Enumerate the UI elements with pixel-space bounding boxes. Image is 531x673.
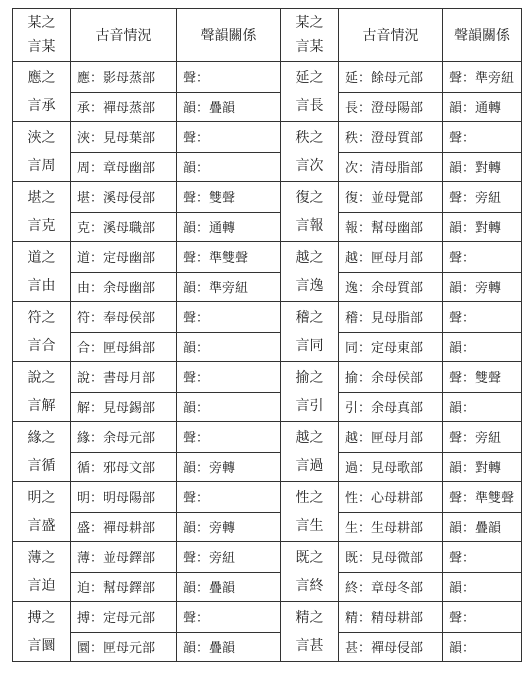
relation-initial: 聲：	[449, 551, 476, 567]
relation-final: 韻：對轉	[449, 460, 502, 476]
sound-line-1: 浹：見母葉部	[77, 131, 156, 147]
relation-cell	[443, 422, 522, 482]
term-cell	[281, 62, 339, 122]
term-line-1: 符之	[27, 309, 56, 326]
table-row	[13, 542, 522, 602]
term-line-2: 言過	[295, 457, 324, 474]
relation-initial: 聲：	[449, 311, 476, 327]
relation-initial: 聲：	[183, 491, 210, 507]
sound-line-1: 揄：余母侯部	[345, 371, 424, 387]
term-line-2: 言盛	[27, 517, 56, 534]
relation-initial: 聲：準雙聲	[183, 251, 249, 267]
ancient-sound-cell	[339, 362, 443, 422]
relation-final: 韻：旁轉	[183, 460, 236, 476]
relation-cell	[177, 62, 281, 122]
term-cell	[13, 122, 71, 182]
ancient-sound-cell	[71, 542, 177, 602]
sound-line-2: 引：余母真部	[345, 400, 424, 416]
sound-line-2: 合：匣母緝部	[77, 340, 156, 356]
term-cell	[13, 62, 71, 122]
relation-cell	[443, 602, 522, 662]
term-line-2: 言克	[27, 217, 56, 234]
relation-cell	[177, 542, 281, 602]
table-row	[13, 422, 522, 482]
phonology-table-wrapper	[12, 8, 521, 660]
relation-initial: 聲：旁紐	[183, 551, 236, 567]
term-line-1: 延之	[295, 69, 324, 86]
sound-line-2: 圜：匣母元部	[77, 640, 156, 656]
sound-line-2: 承：禪母蒸部	[77, 100, 156, 116]
relation-cell	[177, 482, 281, 542]
table-row	[13, 62, 522, 122]
sound-line-1: 延：餘母元部	[345, 71, 424, 87]
sound-line-1: 越：匣母月部	[345, 431, 424, 447]
ancient-sound-cell	[71, 62, 177, 122]
ancient-sound-cell	[71, 602, 177, 662]
sound-line-2: 同：定母東部	[345, 340, 424, 356]
relation-final: 韻：準旁紐	[183, 280, 249, 296]
relation-final: 韻：通轉	[449, 100, 502, 116]
ancient-sound-cell	[71, 122, 177, 182]
relation-cell	[177, 362, 281, 422]
ancient-sound-cell	[71, 362, 177, 422]
term-line-1: 緣之	[27, 429, 56, 446]
term-cell	[281, 302, 339, 362]
term-cell	[13, 182, 71, 242]
term-line-2: 言迫	[27, 577, 56, 594]
sound-line-1: 稽：見母脂部	[345, 311, 424, 327]
relation-cell	[443, 62, 522, 122]
sound-line-2: 盛：禪母耕部	[77, 520, 156, 536]
ancient-sound-cell	[339, 482, 443, 542]
term-cell	[281, 182, 339, 242]
term-line-1: 稽之	[295, 309, 324, 326]
term-cell	[281, 602, 339, 662]
relation-cell	[443, 482, 522, 542]
sound-line-1: 明：明母陽部	[77, 491, 156, 507]
ancient-sound-cell	[339, 122, 443, 182]
relation-cell	[443, 182, 522, 242]
table-row	[13, 602, 522, 662]
sound-line-1: 符：奉母侯部	[77, 311, 156, 327]
sound-line-1: 說：書母月部	[77, 371, 156, 387]
term-line-2: 言終	[295, 577, 324, 594]
relation-final: 韻：通轉	[183, 220, 236, 236]
term-line-2: 言圜	[27, 637, 56, 654]
relation-final: 韻：疊韻	[449, 520, 502, 536]
sound-line-1: 復：並母覺部	[345, 191, 424, 207]
ancient-sound-cell	[339, 602, 443, 662]
term-line-1: 說之	[27, 369, 56, 386]
table-body	[13, 62, 522, 662]
sound-line-1: 既：見母微部	[345, 551, 424, 567]
term-line-2: 言引	[295, 397, 324, 414]
ancient-sound-cell	[71, 302, 177, 362]
relation-cell	[177, 242, 281, 302]
relation-final: 韻：對轉	[449, 160, 502, 176]
term-line-1: 越之	[295, 429, 324, 446]
term-line-1: 精之	[295, 609, 324, 626]
term-line-2: 言周	[27, 157, 56, 174]
sound-line-2: 克：溪母職部	[77, 220, 156, 236]
ancient-sound-cell	[71, 482, 177, 542]
term-line-1: 揄之	[295, 369, 324, 386]
header-term-line-2: 言某	[295, 39, 324, 55]
relation-final: 韻：旁轉	[449, 280, 502, 296]
relation-initial: 聲：雙聲	[449, 371, 502, 387]
ancient-sound-cell	[71, 242, 177, 302]
relation-final: 韻：疊韻	[183, 100, 236, 116]
header-term-line-1: 某之	[27, 15, 56, 31]
sound-line-1: 搏：定母元部	[77, 611, 156, 627]
term-line-2: 言解	[27, 397, 56, 414]
term-line-1: 越之	[295, 249, 324, 266]
ancient-sound-cell	[339, 302, 443, 362]
term-line-1: 秩之	[295, 129, 324, 146]
term-cell	[281, 542, 339, 602]
relation-cell	[443, 122, 522, 182]
relation-initial: 聲：雙聲	[183, 191, 236, 207]
sound-line-2: 終：章母冬部	[345, 580, 424, 596]
relation-initial: 聲：	[449, 611, 476, 627]
term-line-2: 言承	[27, 97, 56, 114]
sound-line-1: 薄：並母鐸部	[77, 551, 156, 567]
header-ancient-sound: 古音情況	[71, 9, 177, 62]
term-line-1: 道之	[27, 249, 56, 266]
table-row	[13, 362, 522, 422]
sound-line-1: 應：影母蒸部	[77, 71, 156, 87]
table-row	[13, 122, 522, 182]
relation-cell	[177, 122, 281, 182]
term-cell	[281, 362, 339, 422]
term-cell	[13, 302, 71, 362]
sound-line-1: 堪：溪母侵部	[77, 191, 156, 207]
term-line-1: 明之	[27, 489, 56, 506]
header-row	[13, 9, 522, 62]
relation-initial: 聲：旁紐	[449, 191, 502, 207]
term-line-2: 言同	[295, 337, 324, 354]
sound-line-1: 性：心母耕部	[345, 491, 424, 507]
sound-line-2: 報：幫母幽部	[345, 220, 424, 236]
sound-line-2: 長：澄母陽部	[345, 100, 424, 116]
term-line-1: 薄之	[27, 549, 56, 566]
sound-line-2: 解：見母錫部	[77, 400, 156, 416]
term-cell	[13, 482, 71, 542]
term-line-2: 言報	[295, 217, 324, 234]
header-ancient-sound: 古音情況	[339, 9, 443, 62]
relation-initial: 聲：	[449, 251, 476, 267]
relation-final: 韻：	[449, 340, 476, 356]
sound-line-2: 循：邪母文部	[77, 460, 156, 476]
term-line-1: 復之	[295, 189, 324, 206]
table-row	[13, 182, 522, 242]
relation-cell	[177, 302, 281, 362]
relation-final: 韻：疊韻	[183, 640, 236, 656]
header-relation: 聲韻關係	[443, 9, 522, 62]
ancient-sound-cell	[339, 242, 443, 302]
term-line-1: 搏之	[27, 609, 56, 626]
sound-line-2: 甚：禪母侵部	[345, 640, 424, 656]
term-line-1: 應之	[27, 69, 56, 86]
term-line-1: 浹之	[27, 129, 56, 146]
term-cell	[13, 602, 71, 662]
term-line-2: 言長	[295, 97, 324, 114]
term-cell	[281, 242, 339, 302]
relation-final: 韻：	[449, 640, 476, 656]
sound-line-2: 由：余母幽部	[77, 280, 156, 296]
ancient-sound-cell	[339, 542, 443, 602]
relation-initial: 聲：	[183, 371, 210, 387]
phonology-table	[12, 8, 522, 662]
header-term-line-2: 言某	[27, 39, 56, 55]
relation-cell	[443, 542, 522, 602]
sound-line-2: 迫：幫母鐸部	[77, 580, 156, 596]
sound-line-1: 道：定母幽部	[77, 251, 156, 267]
relation-final: 韻：疊韻	[183, 580, 236, 596]
header-relation: 聲韻關係	[177, 9, 281, 62]
term-cell	[13, 422, 71, 482]
relation-final: 韻：	[183, 400, 210, 416]
relation-final: 韻：	[183, 160, 210, 176]
ancient-sound-cell	[339, 182, 443, 242]
sound-line-1: 精：精母耕部	[345, 611, 424, 627]
term-cell	[13, 542, 71, 602]
relation-cell	[177, 182, 281, 242]
relation-final: 韻：	[449, 400, 476, 416]
ancient-sound-cell	[71, 422, 177, 482]
term-line-2: 言由	[27, 277, 56, 294]
term-cell	[281, 122, 339, 182]
term-line-2: 言合	[27, 337, 56, 354]
relation-final: 韻：對轉	[449, 220, 502, 236]
relation-initial: 聲：準雙聲	[449, 491, 515, 507]
term-line-2: 言循	[27, 457, 56, 474]
term-line-1: 性之	[295, 489, 324, 506]
term-cell	[281, 422, 339, 482]
relation-initial: 聲：	[183, 311, 210, 327]
relation-final: 韻：	[449, 580, 476, 596]
ancient-sound-cell	[339, 62, 443, 122]
sound-line-1: 越：匣母月部	[345, 251, 424, 267]
relation-initial: 聲：	[449, 131, 476, 147]
header-term	[13, 9, 71, 62]
ancient-sound-cell	[71, 182, 177, 242]
relation-initial: 聲：	[183, 431, 210, 447]
sound-line-2: 過：見母歌部	[345, 460, 424, 476]
relation-initial: 聲：	[183, 131, 210, 147]
table-row	[13, 482, 522, 542]
sound-line-1: 秩：澄母質部	[345, 131, 424, 147]
sound-line-1: 緣：余母元部	[77, 431, 156, 447]
relation-final: 韻：旁轉	[183, 520, 236, 536]
term-cell	[13, 242, 71, 302]
sound-line-2: 生：生母耕部	[345, 520, 424, 536]
sound-line-2: 次：清母脂部	[345, 160, 424, 176]
relation-cell	[443, 242, 522, 302]
term-line-2: 言生	[295, 517, 324, 534]
header-term-line-1: 某之	[295, 15, 324, 31]
relation-cell	[177, 422, 281, 482]
term-cell	[13, 362, 71, 422]
term-line-1: 既之	[295, 549, 324, 566]
term-cell	[281, 482, 339, 542]
sound-line-2: 逸：余母質部	[345, 280, 424, 296]
relation-cell	[177, 602, 281, 662]
ancient-sound-cell	[339, 422, 443, 482]
table-row	[13, 242, 522, 302]
relation-cell	[443, 362, 522, 422]
sound-line-2: 周：章母幽部	[77, 160, 156, 176]
term-line-2: 言甚	[295, 637, 324, 654]
relation-cell	[443, 302, 522, 362]
term-line-2: 言逸	[295, 277, 324, 294]
relation-initial: 聲：	[183, 611, 210, 627]
relation-initial: 聲：旁紐	[449, 431, 502, 447]
term-line-2: 言次	[295, 157, 324, 174]
term-line-1: 堪之	[27, 189, 56, 206]
relation-initial: 聲：	[183, 71, 210, 87]
header-term	[281, 9, 339, 62]
relation-initial: 聲：準旁紐	[449, 71, 515, 87]
relation-final: 韻：	[183, 340, 210, 356]
table-row	[13, 302, 522, 362]
